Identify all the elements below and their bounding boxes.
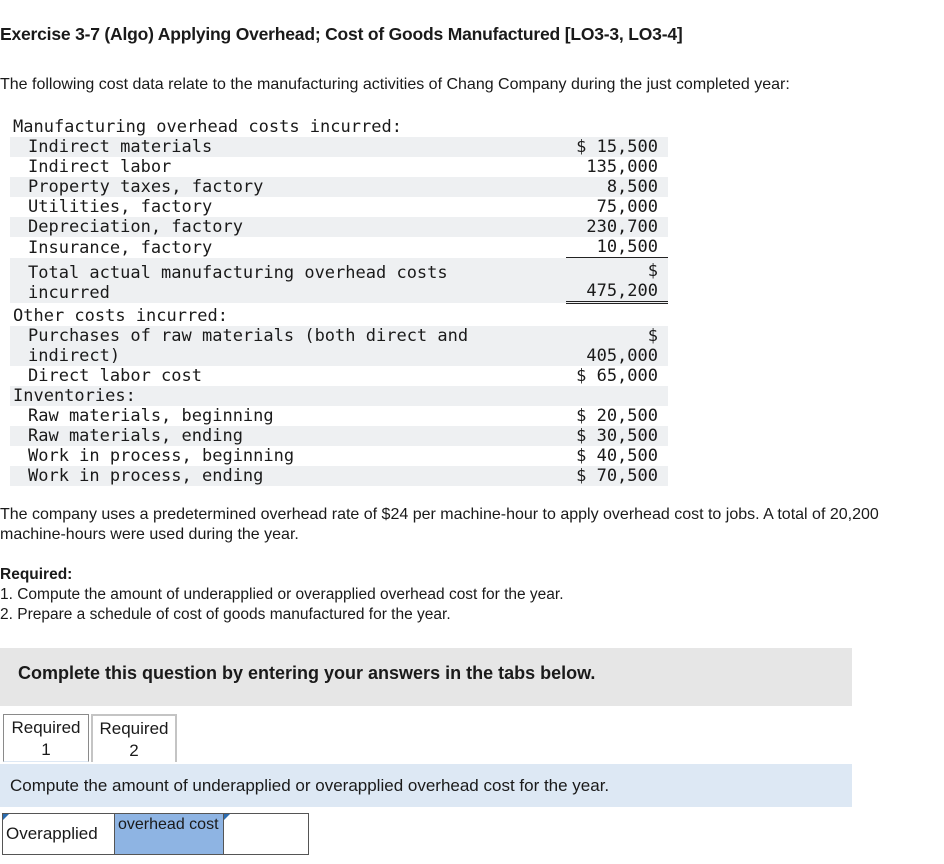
direct-labor-value: $ 65,000 [576,366,658,386]
table-row [10,326,668,366]
row-value: $ 30,500 [566,426,668,446]
exercise-title: Exercise 3-7 (Algo) Applying Overhead; Cost of Goods Manufactured [LO3-3, LO3-4] [0,24,683,44]
select-value: Overapplied [6,824,98,843]
tab-label: Required [11,718,81,737]
table-row [10,177,668,197]
row-label: Raw materials, ending [10,426,506,446]
panel-prompt: Compute the amount of underapplied or overapplied overhead cost for the year. [10,776,610,795]
purchases-value [566,326,668,366]
row-value: $ 70,500 [566,466,668,486]
row-label: Utilities, factory [28,197,213,217]
table-row [10,117,668,137]
table-row [10,466,668,486]
table-row [10,406,668,426]
table-row [10,426,668,446]
purchases-amount: 405,000 [586,346,658,366]
tab-label: Required [99,719,169,738]
required-item: 2. Prepare a schedule of cost of goods manufactured for the year. [0,606,451,623]
tab-required-2[interactable] [91,714,177,762]
table-row [10,258,668,303]
other-costs-header: Other costs incurred: [13,306,228,326]
row-value: $ 15,500 [566,137,668,157]
tab-panel [0,764,852,807]
input-marker-icon [224,814,230,820]
row-value: 75,000 [596,197,658,217]
row-label: Indirect labor [28,157,172,177]
applied-type-select[interactable] [3,814,115,854]
instruction-banner [0,648,852,706]
required-section [0,565,564,625]
table-row [10,446,668,466]
row-label: Depreciation, factory [10,217,506,237]
overhead-cost-label: overhead cost [115,814,224,854]
row-value: 8,500 [566,177,668,197]
dollar-sign: $ [647,261,658,281]
overhead-total-label: Total actual manufacturing overhead costs incurred [10,258,506,303]
tab-bar [3,714,177,764]
overhead-rate-text: The company uses a predetermined overhead rate of $24 per machine-hour to apply overhead cost to jobs. A total of 20,200 machine-hours were used during the year. [0,506,879,543]
tab-number: 1 [41,740,51,759]
required-heading: Required: [0,566,73,583]
tab-required-1[interactable] [3,714,89,762]
table-row [10,197,668,217]
tab-number: 2 [129,741,139,760]
direct-labor-label: Direct labor cost [28,366,202,386]
overhead-total-value [566,258,668,303]
intro-text: The following cost data relate to the manufacturing activities of Chang Company during the just completed year: [0,76,790,93]
table-row [10,157,668,177]
table-row [10,386,668,406]
row-label: Insurance, factory [28,237,213,258]
required-item: 1. Compute the amount of underapplied or overapplied overhead cost for the year. [0,586,564,603]
purchases-label: Purchases of raw materials (both direct and indirect) [10,326,506,366]
overhead-amount-input[interactable] [224,814,308,854]
row-label: Indirect materials [10,137,506,157]
table-row [10,366,668,386]
row-label: Raw materials, beginning [28,406,274,426]
row-label: Work in process, ending [10,466,506,486]
row-value: 230,700 [566,217,668,237]
table-row [10,237,668,258]
dropdown-marker-icon [3,814,9,820]
row-value: 135,000 [586,157,658,177]
cost-data-table [10,117,668,486]
row-value: $ 40,500 [576,446,658,466]
answer-row [2,813,309,855]
overhead-header: Manufacturing overhead costs incurred: [13,117,402,137]
row-label: Property taxes, factory [10,177,506,197]
dollar-sign: $ [647,326,658,346]
row-value: 10,500 [566,237,668,258]
table-row [10,137,668,157]
row-value: $ 20,500 [576,406,658,426]
table-row [10,303,668,327]
banner-text: Complete this question by entering your answers in the tabs below. [18,663,596,683]
table-row [10,217,668,237]
total-amount: 475,200 [586,281,658,301]
row-label: Work in process, beginning [28,446,295,466]
inventories-header: Inventories: [10,386,668,406]
